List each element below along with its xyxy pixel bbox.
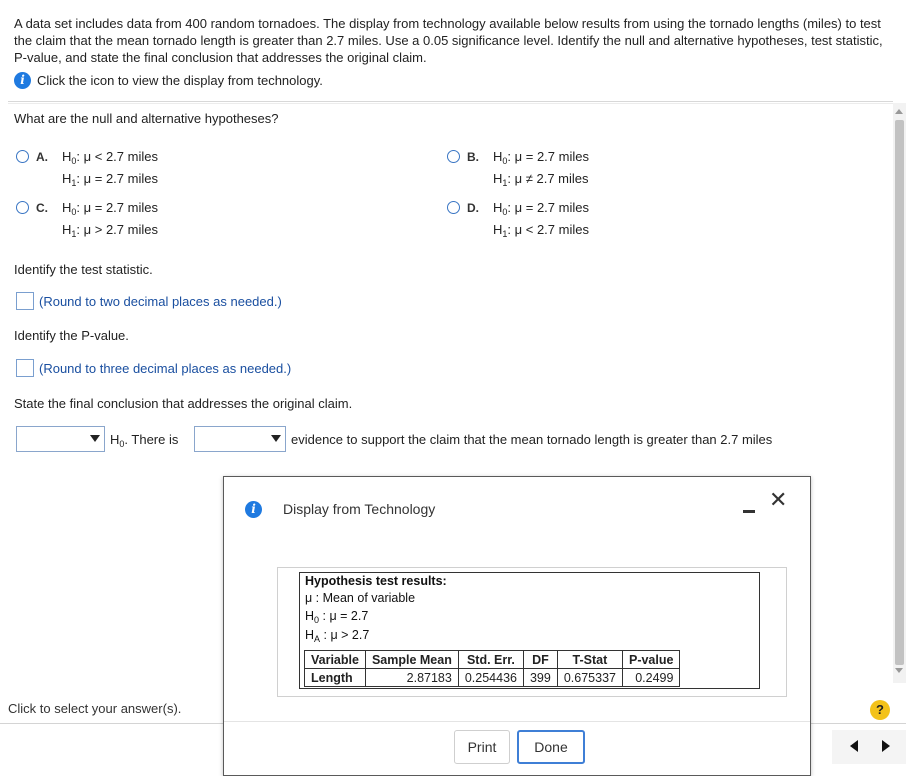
info-icon: i [245, 501, 262, 518]
test-stat-hint: (Round to two decimal places as needed.) [39, 294, 282, 309]
info-link-text[interactable]: Click the icon to view the display from technology. [37, 72, 323, 88]
conclusion-mid-text: . There is [124, 432, 179, 447]
click-to-select-text: Click to select your answer(s). [8, 701, 182, 716]
table-cell: Length [305, 669, 366, 687]
technology-display-dialog [223, 476, 811, 776]
technology-output: Hypothesis test results: μ : Mean of variable $H_0$ : μ = 2.7 $H_A$ : μ > 2.7 Variable Sample Mean Std. Err. DF T-Stat P-value Length 2.87183 0.254436 399 0.675337 0.2499 [299, 572, 760, 689]
conclusion-tail-text: evidence to support the claim that the mean tornado length is greater than 2.7 miles [291, 432, 773, 447]
option-letter: A. [36, 150, 48, 164]
radio-d[interactable] [447, 201, 460, 214]
col-header: P-value [622, 651, 679, 669]
close-icon[interactable]: ✕ [769, 488, 788, 513]
header-divider [8, 101, 893, 102]
option-letter: B. [467, 150, 479, 164]
problem-statement: A data set includes data from 400 random tornadoes. The display from technology available below results from using the tornado lengths (miles) to test the claim that the mean tornado length is greater than 2.7 miles. Use a 0.05 significance level. Identify the null and alternative hypotheses, test statistic, P-value, and state the final conclusion that addresses the original claim. [14, 16, 883, 65]
alt-hypothesis-line: : μ > 2.7 [323, 628, 370, 642]
next-arrow-icon[interactable] [882, 740, 890, 752]
hypotheses-prompt: What are the null and alternative hypotheses? [14, 111, 279, 126]
chevron-down-icon [90, 435, 100, 442]
table-cell: 0.254436 [458, 669, 523, 687]
option-c-h1: μ > 2.7 miles [83, 222, 158, 237]
option-b-h1: μ ≠ 2.7 miles [514, 171, 589, 186]
reject-dropdown[interactable] [16, 426, 105, 452]
pvalue-hint: (Round to three decimal places as needed.) [39, 361, 292, 376]
pvalue-input[interactable] [16, 359, 34, 377]
previous-arrow-icon[interactable] [850, 740, 858, 752]
col-header: T-Stat [557, 651, 622, 669]
print-button[interactable]: Print [454, 730, 510, 764]
scroll-down-icon[interactable] [895, 668, 903, 673]
dialog-title: Display from Technology [283, 501, 436, 517]
evidence-dropdown[interactable] [194, 426, 286, 452]
col-header: Sample Mean [365, 651, 458, 669]
results-title: Hypothesis test results: [305, 574, 447, 588]
chevron-down-icon [271, 435, 281, 442]
radio-b[interactable] [447, 150, 460, 163]
minimize-icon[interactable] [743, 510, 755, 513]
option-a-h1: μ = 2.7 miles [83, 171, 158, 186]
col-header: DF [523, 651, 557, 669]
help-icon[interactable]: ? [870, 700, 890, 720]
option-a-h0: μ < 2.7 miles [83, 149, 158, 164]
table-cell: 0.675337 [557, 669, 622, 687]
option-letter: D. [467, 201, 479, 215]
nav-panel [832, 730, 906, 764]
test-stat-input[interactable] [16, 292, 34, 310]
scrollbar-thumb[interactable] [895, 120, 904, 665]
radio-c[interactable] [16, 201, 29, 214]
option-letter: C. [36, 201, 48, 215]
header-divider-shadow [8, 103, 893, 104]
table-header-row [305, 651, 680, 669]
radio-a[interactable] [16, 150, 29, 163]
info-link-row[interactable] [14, 70, 323, 90]
conclusion-prompt: State the final conclusion that addresses the original claim. [14, 396, 353, 411]
option-b-h0: μ = 2.7 miles [514, 149, 589, 164]
option-c-h0: μ = 2.7 miles [83, 200, 158, 215]
null-hypothesis-line: : μ = 2.7 [322, 609, 369, 623]
option-d-h0: μ = 2.7 miles [514, 200, 589, 215]
table-cell: 2.87183 [365, 669, 458, 687]
mu-definition: μ : Mean of variable [305, 591, 416, 605]
col-header: Std. Err. [458, 651, 523, 669]
table-row [305, 669, 680, 687]
results-table [304, 650, 680, 687]
table-cell: 399 [523, 669, 557, 687]
option-d-h1: μ < 2.7 miles [514, 222, 589, 237]
pvalue-prompt: Identify the P-value. [14, 328, 129, 343]
done-button[interactable]: Done [517, 730, 585, 764]
scroll-up-icon[interactable] [895, 109, 903, 114]
col-header: Variable [305, 651, 366, 669]
info-icon[interactable]: i [14, 72, 31, 89]
table-cell: 0.2499 [622, 669, 679, 687]
dialog-button-divider [224, 721, 810, 722]
test-stat-prompt: Identify the test statistic. [14, 262, 153, 277]
